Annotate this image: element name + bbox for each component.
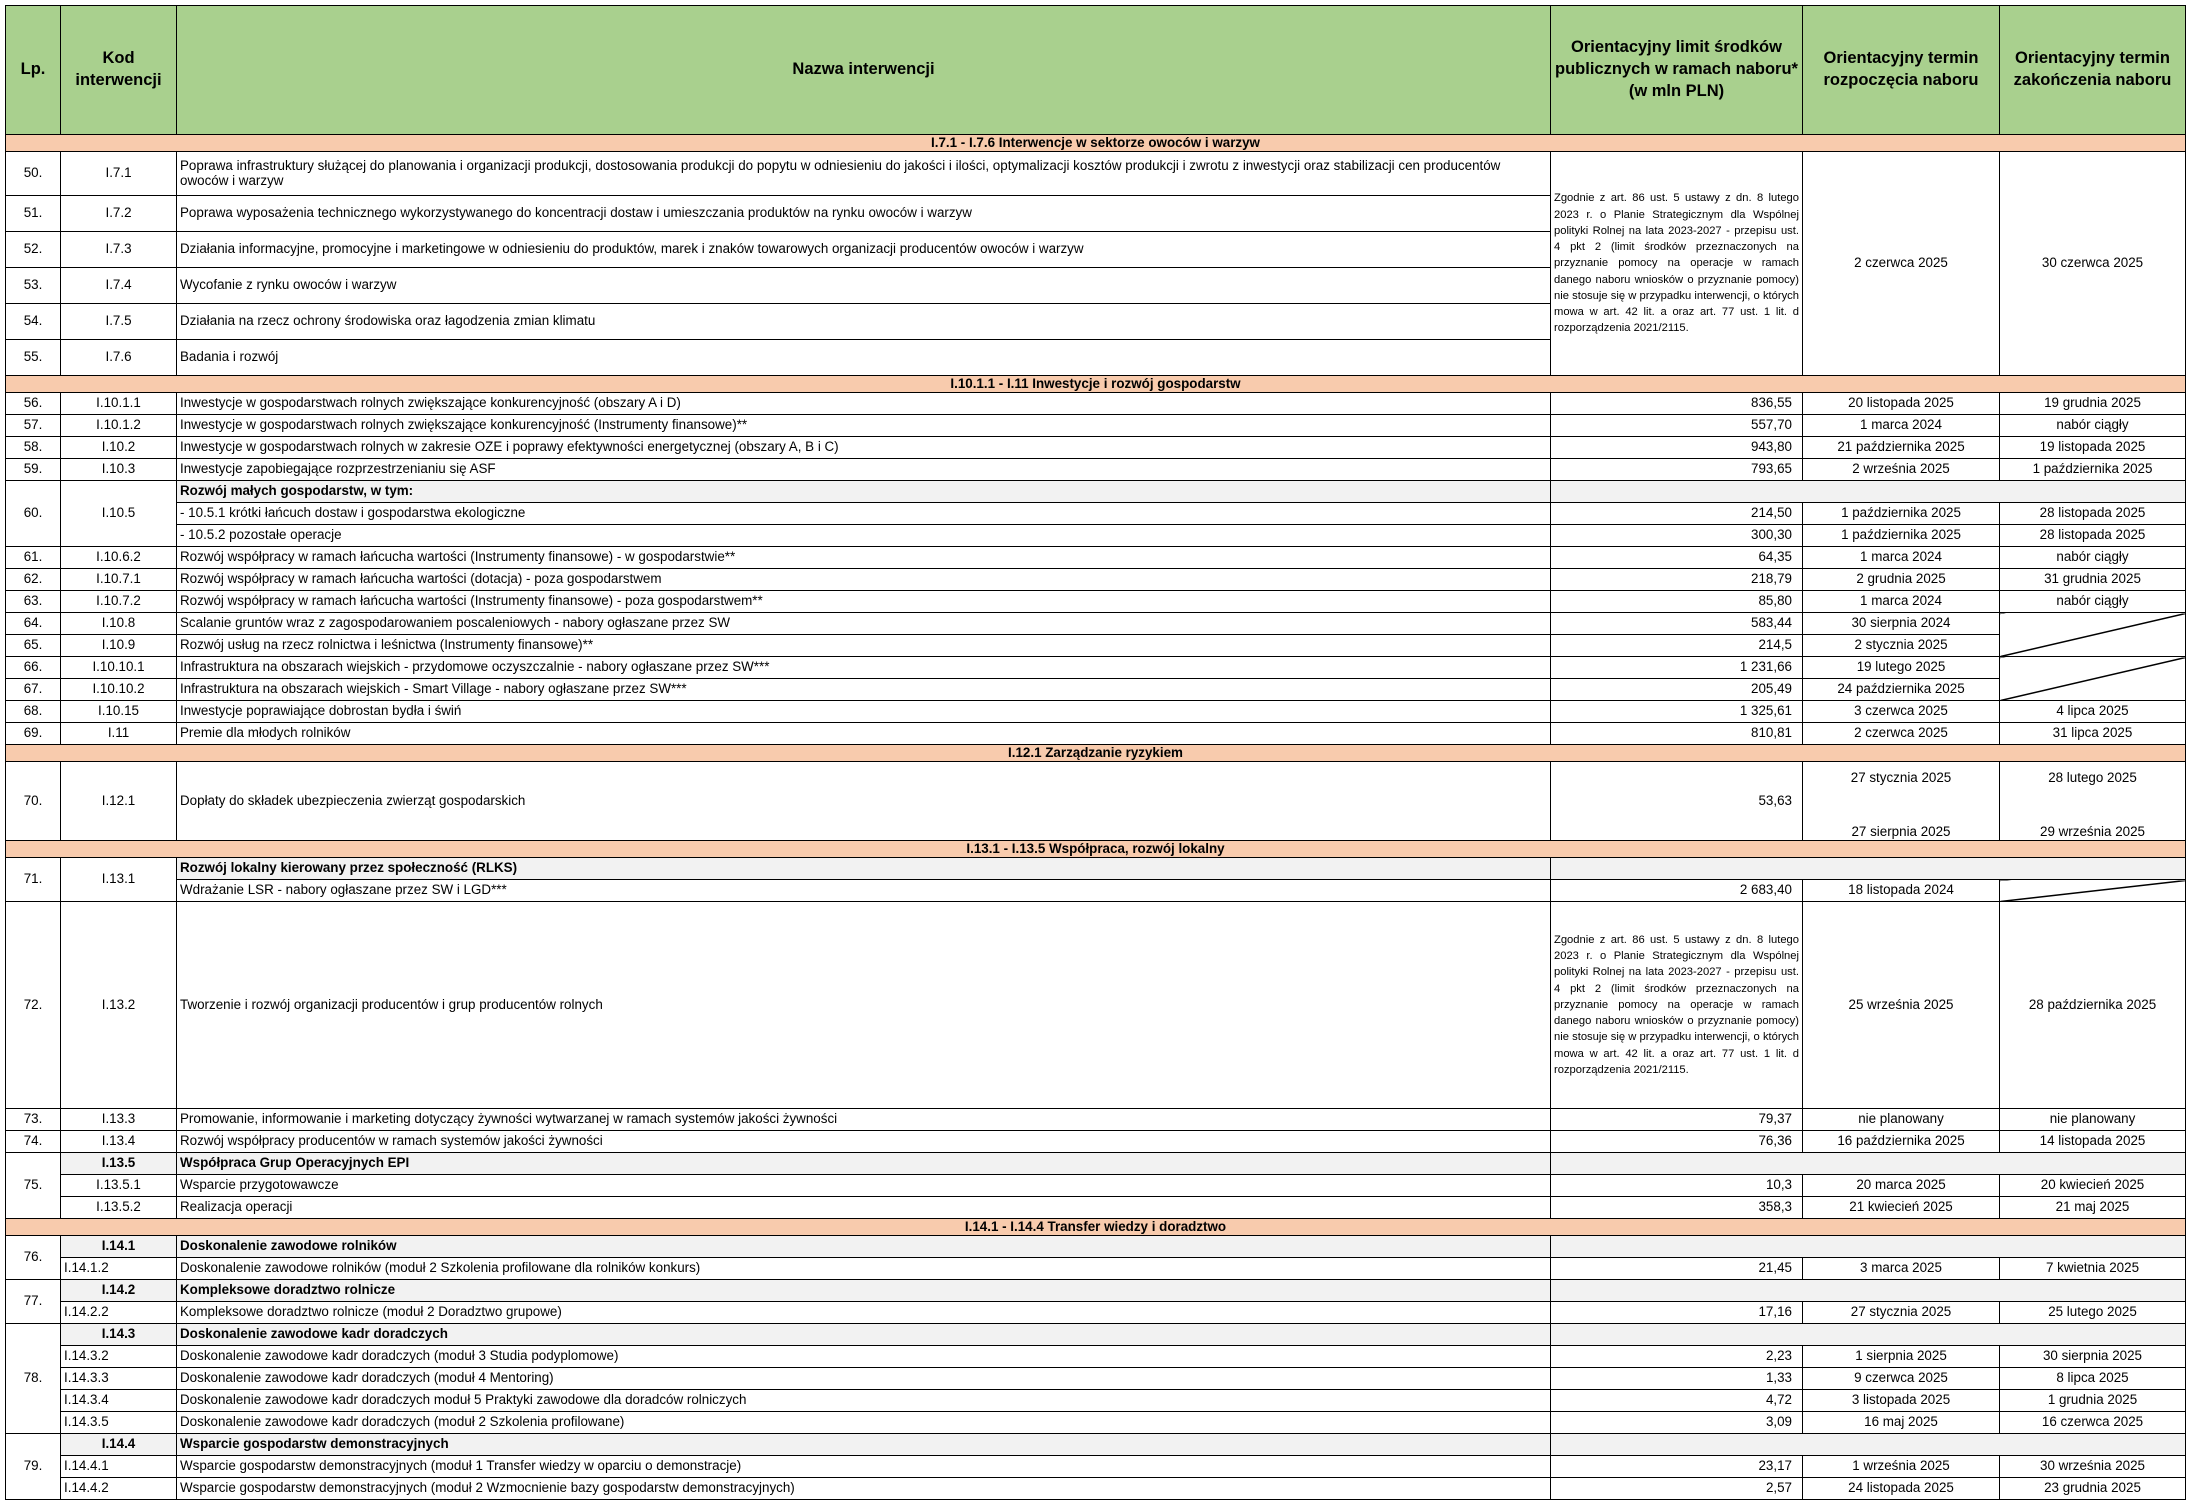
row-end: 23 grudnia 2025 (2000, 1478, 2186, 1500)
section-row (6, 745, 2186, 762)
row-kod: I.10.2 (61, 437, 177, 459)
row-kod: I.13.5.2 (61, 1197, 177, 1219)
row-group-spacer (1551, 1236, 2186, 1258)
row-limit: 21,45 (1551, 1258, 1803, 1280)
header-kod: Kod interwencji (61, 6, 177, 135)
row-start: 1 marca 2024 (1803, 415, 2000, 437)
table-row (6, 1368, 2186, 1390)
row-kod: I.10.7.2 (61, 591, 177, 613)
legal-note: Zgodnie z art. 86 ust. 5 ustawy z dn. 8 lutego 2023 r. o Planie Strategicznym dla Wspólnej polityki Rolnej na lata 2023-2027 - przepisu ust. 4 pkt 2 (limit środków przeznaczonych na przyznanie pomocy na operacje w ramach danego naboru wniosków o przyznanie pomocy) nie stosuje się w przypadku interwencji, o których mowa w art. 42 lit. a oraz art. 77 ust. 1 lit. d rozporządzenia 2021/2115. (1551, 152, 1803, 376)
row-start: 1 października 2025 (1803, 503, 2000, 525)
row-kod: I.13.5 (61, 1153, 177, 1175)
section-title: I.13.1 - I.13.5 Współpraca, rozwój lokalny (6, 841, 2186, 858)
row-nazwa: Wycofanie z rynku owoców i warzyw (177, 268, 1551, 304)
row-nazwa: Inwestycje w gospodarstwach rolnych w zakresie OZE i poprawy efektywności energetycznej (obszary A, B i C) (177, 437, 1551, 459)
row-limit: 79,37 (1551, 1109, 1803, 1131)
row-nazwa: Infrastruktura na obszarach wiejskich - Smart Village - nabory ogłaszane przez SW*** (177, 679, 1551, 701)
row-end: nabór ciągły (2000, 547, 2186, 569)
row-lp: 53. (6, 268, 61, 304)
row-start: 30 sierpnia 2024 (1803, 613, 2000, 635)
row-nazwa: Inwestycje poprawiające dobrostan bydła i świń (177, 701, 1551, 723)
row-end-not-applicable (2000, 657, 2186, 701)
row-limit: 214,50 (1551, 503, 1803, 525)
row-nazwa: Wdrażanie LSR - nabory ogłaszane przez SW i LGD*** (177, 880, 1551, 902)
row-end: 20 kwiecień 2025 (2000, 1175, 2186, 1197)
row-nazwa: Doskonalenie zawodowe kadr doradczych moduł 5 Praktyki zawodowe dla doradców rolniczych (177, 1390, 1551, 1412)
row-nazwa: Działania na rzecz ochrony środowiska oraz łagodzenia zmian klimatu (177, 304, 1551, 340)
row-limit: 85,80 (1551, 591, 1803, 613)
row-limit: 2 683,40 (1551, 880, 1803, 902)
row-nazwa: Poprawa wyposażenia technicznego wykorzystywanego do koncentracji dostaw i umieszczania produktów na rynku owoców i warzyw (177, 196, 1551, 232)
row-nazwa: Inwestycje w gospodarstwach rolnych zwiększające konkurencyjność (obszary A i D) (177, 393, 1551, 415)
row-lp: 60. (6, 481, 61, 547)
row-group-title: Rozwój małych gospodarstw, w tym: (177, 481, 1551, 503)
table-row (6, 503, 2186, 525)
row-start: 27 stycznia 2025 (1803, 1302, 2000, 1324)
table-row (6, 1390, 2186, 1412)
row-lp: 52. (6, 232, 61, 268)
row-kod: I.13.5.1 (61, 1175, 177, 1197)
row-kod: I.14.4 (61, 1434, 177, 1456)
row-nazwa: - 10.5.2 pozostałe operacje (177, 525, 1551, 547)
row-lp: 79. (6, 1434, 61, 1500)
row-kod: I.7.4 (61, 268, 177, 304)
row-kod: I.7.5 (61, 304, 177, 340)
row-end: 30 września 2025 (2000, 1456, 2186, 1478)
row-lp: 71. (6, 858, 61, 902)
row-end-not-applicable (2000, 613, 2186, 657)
table-row (6, 701, 2186, 723)
table-row (6, 569, 2186, 591)
row-nazwa: Rozwój usług na rzecz rolnictwa i leśnictwa (Instrumenty finansowe)** (177, 635, 1551, 657)
row-kod: I.14.1.2 (61, 1258, 177, 1280)
row-nazwa: Tworzenie i rozwój organizacji producentów i grup producentów rolnych (177, 902, 1551, 1109)
row-group-spacer (1551, 858, 2186, 880)
section-title: I.7.1 - I.7.6 Interwencje w sektorze owoców i warzyw (6, 135, 2186, 152)
row-start: 1 października 2025 (1803, 525, 2000, 547)
row-nazwa: Rozwój współpracy w ramach łańcucha wartości (dotacja) - poza gospodarstwem (177, 569, 1551, 591)
row-limit: 53,63 (1551, 762, 1803, 841)
row-nazwa: Doskonalenie zawodowe kadr doradczych (moduł 4 Mentoring) (177, 1368, 1551, 1390)
table-row (6, 762, 2186, 795)
table-row (6, 1324, 2186, 1346)
table-row (6, 415, 2186, 437)
row-nazwa: Dopłaty do składek ubezpieczenia zwierząt gospodarskich (177, 762, 1551, 841)
row-kod: I.7.1 (61, 152, 177, 196)
row-kod: I.14.3.3 (61, 1368, 177, 1390)
row-nazwa: Realizacja operacji (177, 1197, 1551, 1219)
row-lp: 76. (6, 1236, 61, 1280)
row-end: 7 kwietnia 2025 (2000, 1258, 2186, 1280)
row-nazwa: Badania i rozwój (177, 340, 1551, 376)
row-start: 18 listopada 2024 (1803, 880, 2000, 902)
row-end: 28 lutego 2025 (2000, 762, 2186, 795)
section-title: I.14.1 - I.14.4 Transfer wiedzy i doradztwo (6, 1219, 2186, 1236)
table-row (6, 1412, 2186, 1434)
row-start: 2 czerwca 2025 (1803, 152, 2000, 376)
row-group-title: Doskonalenie zawodowe rolników (177, 1236, 1551, 1258)
row-limit: 358,3 (1551, 1197, 1803, 1219)
row-kod: I.10.1.2 (61, 415, 177, 437)
table-row (6, 1280, 2186, 1302)
header-end: Orientacyjny termin zakończenia naboru (2000, 6, 2186, 135)
row-nazwa: Poprawa infrastruktury służącej do planowania i organizacji produkcji, dostosowania produkcji do popytu w odniesieniu do jakości i ilości, optymalizacji kosztów produkcji i zwrotu z inwestycji oraz stabilizacji cen producentów owoców i warzyw (177, 152, 1551, 196)
row-lp: 77. (6, 1280, 61, 1324)
row-nazwa: Wsparcie gospodarstw demonstracyjnych (moduł 1 Transfer wiedzy w oparciu o demonstracje) (177, 1456, 1551, 1478)
row-kod: I.14.3.2 (61, 1346, 177, 1368)
row-end: 1 października 2025 (2000, 459, 2186, 481)
header-row (6, 6, 2186, 135)
row-lp: 67. (6, 679, 61, 701)
row-kod: I.10.8 (61, 613, 177, 635)
row-nazwa: Infrastruktura na obszarach wiejskich - przydomowe oczyszczalnie - nabory ogłaszane przez SW*** (177, 657, 1551, 679)
table-row (6, 858, 2186, 880)
table-row (6, 591, 2186, 613)
row-kod: I.14.2 (61, 1280, 177, 1302)
table-row (6, 1478, 2186, 1500)
row-lp: 56. (6, 393, 61, 415)
row-start: nie planowany (1803, 1109, 2000, 1131)
table-row (6, 902, 2186, 1109)
row-end: nabór ciągły (2000, 591, 2186, 613)
table-row (6, 525, 2186, 547)
row-lp: 69. (6, 723, 61, 745)
row-kod: I.7.3 (61, 232, 177, 268)
row-group-title: Kompleksowe doradztwo rolnicze (177, 1280, 1551, 1302)
row-limit: 76,36 (1551, 1131, 1803, 1153)
row-start: 21 października 2025 (1803, 437, 2000, 459)
row-limit: 300,30 (1551, 525, 1803, 547)
row-nazwa: Rozwój współpracy w ramach łańcucha wartości (Instrumenty finansowe) - w gospodarstwie** (177, 547, 1551, 569)
table-row (6, 1302, 2186, 1324)
table-row (6, 679, 2186, 701)
row-end: 19 listopada 2025 (2000, 437, 2186, 459)
section-row (6, 841, 2186, 858)
interventions-table (5, 5, 2186, 1500)
row-nazwa: Rozwój współpracy w ramach łańcucha wartości (Instrumenty finansowe) - poza gospodarstwem** (177, 591, 1551, 613)
row-lp: 70. (6, 762, 61, 841)
row-lp: 55. (6, 340, 61, 376)
row-start: 16 października 2025 (1803, 1131, 2000, 1153)
row-end: 31 grudnia 2025 (2000, 569, 2186, 591)
row-end: 29 września 2025 (2000, 795, 2186, 841)
row-limit: 810,81 (1551, 723, 1803, 745)
row-lp: 73. (6, 1109, 61, 1131)
row-kod: I.10.6.2 (61, 547, 177, 569)
row-kod: I.10.9 (61, 635, 177, 657)
row-nazwa: Inwestycje w gospodarstwach rolnych zwiększające konkurencyjność (Instrumenty finansowe)** (177, 415, 1551, 437)
row-end: 19 grudnia 2025 (2000, 393, 2186, 415)
row-start: 2 stycznia 2025 (1803, 635, 2000, 657)
table-row (6, 393, 2186, 415)
row-kod: I.7.6 (61, 340, 177, 376)
table-row (6, 481, 2186, 503)
table-row (6, 657, 2186, 679)
row-group-title: Doskonalenie zawodowe kadr doradczych (177, 1324, 1551, 1346)
row-limit: 205,49 (1551, 679, 1803, 701)
row-end: 28 listopada 2025 (2000, 503, 2186, 525)
table-row (6, 1258, 2186, 1280)
row-group-spacer (1551, 1434, 2186, 1456)
row-start: 20 listopada 2025 (1803, 393, 2000, 415)
row-start: 1 marca 2024 (1803, 547, 2000, 569)
row-start: 2 grudnia 2025 (1803, 569, 2000, 591)
row-group-spacer (1551, 1153, 2186, 1175)
row-start: 25 września 2025 (1803, 902, 2000, 1109)
row-limit: 218,79 (1551, 569, 1803, 591)
row-lp: 75. (6, 1153, 61, 1219)
section-title: I.12.1 Zarządzanie ryzykiem (6, 745, 2186, 762)
row-kod: I.10.10.1 (61, 657, 177, 679)
table-row (6, 1434, 2186, 1456)
row-kod: I.13.1 (61, 858, 177, 902)
row-nazwa: Premie dla młodych rolników (177, 723, 1551, 745)
header-nazwa: Nazwa interwencji (177, 6, 1551, 135)
row-group-title: Wsparcie gospodarstw demonstracyjnych (177, 1434, 1551, 1456)
row-limit: 943,80 (1551, 437, 1803, 459)
row-limit: 1 231,66 (1551, 657, 1803, 679)
row-start: 21 kwiecień 2025 (1803, 1197, 2000, 1219)
section-title: I.10.1.1 - I.11 Inwestycje i rozwój gospodarstw (6, 376, 2186, 393)
table-row (6, 437, 2186, 459)
row-end-not-applicable (2000, 880, 2186, 902)
row-end: 30 czerwca 2025 (2000, 152, 2186, 376)
row-group-title: Współpraca Grup Operacyjnych EPI (177, 1153, 1551, 1175)
row-start: 2 czerwca 2025 (1803, 723, 2000, 745)
row-kod: I.12.1 (61, 762, 177, 841)
row-lp: 74. (6, 1131, 61, 1153)
table-row (6, 1153, 2186, 1175)
row-kod: I.10.5 (61, 481, 177, 547)
row-nazwa: Promowanie, informowanie i marketing dotyczący żywności wytwarzanej w ramach systemów jakości żywności (177, 1109, 1551, 1131)
row-limit: 836,55 (1551, 393, 1803, 415)
table-row (6, 547, 2186, 569)
row-kod: I.7.2 (61, 196, 177, 232)
row-kod: I.13.2 (61, 902, 177, 1109)
row-lp: 66. (6, 657, 61, 679)
row-kod: I.14.3.5 (61, 1412, 177, 1434)
row-lp: 50. (6, 152, 61, 196)
row-lp: 62. (6, 569, 61, 591)
row-end: 16 czerwca 2025 (2000, 1412, 2186, 1434)
row-nazwa: Rozwój współpracy producentów w ramach systemów jakości żywności (177, 1131, 1551, 1153)
row-start: 1 września 2025 (1803, 1456, 2000, 1478)
row-lp: 63. (6, 591, 61, 613)
row-start: 16 maj 2025 (1803, 1412, 2000, 1434)
row-limit: 64,35 (1551, 547, 1803, 569)
row-limit: 1 325,61 (1551, 701, 1803, 723)
row-kod: I.10.1.1 (61, 393, 177, 415)
table-row (6, 635, 2186, 657)
row-lp: 59. (6, 459, 61, 481)
row-end: 31 lipca 2025 (2000, 723, 2186, 745)
section-row (6, 376, 2186, 393)
table-row (6, 1175, 2186, 1197)
row-start: 27 stycznia 2025 (1803, 762, 2000, 795)
row-start: 19 lutego 2025 (1803, 657, 2000, 679)
row-limit: 583,44 (1551, 613, 1803, 635)
row-end: 8 lipca 2025 (2000, 1368, 2186, 1390)
row-limit: 23,17 (1551, 1456, 1803, 1478)
row-kod: I.13.3 (61, 1109, 177, 1131)
row-kod: I.11 (61, 723, 177, 745)
row-kod: I.10.10.2 (61, 679, 177, 701)
header-start: Orientacyjny termin rozpoczęcia naboru (1803, 6, 2000, 135)
row-start: 9 czerwca 2025 (1803, 1368, 2000, 1390)
table-row (6, 880, 2186, 902)
row-group-spacer (1551, 1324, 2186, 1346)
row-kod: I.14.1 (61, 1236, 177, 1258)
legal-note: Zgodnie z art. 86 ust. 5 ustawy z dn. 8 lutego 2023 r. o Planie Strategicznym dla Wspólnej polityki Rolnej na lata 2023-2027 - przepisu ust. 4 pkt 2 (limit środków przeznaczonych na przyznanie pomocy na operacje w ramach danego naboru wniosków o przyznanie pomocy) nie stosuje się w przypadku interwencji, o których mowa w art. 42 lit. a oraz art. 77 ust. 1 lit. d rozporządzenia 2021/2115. (1551, 902, 1803, 1109)
row-start: 1 marca 2024 (1803, 591, 2000, 613)
row-start: 1 sierpnia 2025 (1803, 1346, 2000, 1368)
row-nazwa: Inwestycje zapobiegające rozprzestrzenianiu się ASF (177, 459, 1551, 481)
row-lp: 58. (6, 437, 61, 459)
header-limit: Orientacyjny limit środków publicznych w ramach naboru* (w mln PLN) (1551, 6, 1803, 135)
row-limit: 1,33 (1551, 1368, 1803, 1390)
row-nazwa: Scalanie gruntów wraz z zagospodarowaniem poscaleniowych - nabory ogłaszane przez SW (177, 613, 1551, 635)
row-end: 21 maj 2025 (2000, 1197, 2186, 1219)
row-kod: I.10.3 (61, 459, 177, 481)
row-start: 3 czerwca 2025 (1803, 701, 2000, 723)
row-start: 2 września 2025 (1803, 459, 2000, 481)
row-limit: 557,70 (1551, 415, 1803, 437)
row-limit: 17,16 (1551, 1302, 1803, 1324)
row-kod: I.14.2.2 (61, 1302, 177, 1324)
row-lp: 57. (6, 415, 61, 437)
row-kod: I.10.7.1 (61, 569, 177, 591)
table-row (6, 1346, 2186, 1368)
table-row (6, 613, 2186, 635)
row-nazwa: Działania informacyjne, promocyjne i marketingowe w odniesieniu do produktów, marek i znaków towarowych organizacji producentów owoców i warzyw (177, 232, 1551, 268)
row-kod: I.10.15 (61, 701, 177, 723)
row-lp: 54. (6, 304, 61, 340)
section-row (6, 1219, 2186, 1236)
row-end: 30 sierpnia 2025 (2000, 1346, 2186, 1368)
row-start: 24 października 2025 (1803, 679, 2000, 701)
row-limit: 2,23 (1551, 1346, 1803, 1368)
row-kod: I.14.4.1 (61, 1456, 177, 1478)
row-end: 1 grudnia 2025 (2000, 1390, 2186, 1412)
row-nazwa: Doskonalenie zawodowe rolników (moduł 2 Szkolenia profilowane dla rolników konkurs) (177, 1258, 1551, 1280)
row-end: 28 października 2025 (2000, 902, 2186, 1109)
row-lp: 65. (6, 635, 61, 657)
row-nazwa: Wsparcie gospodarstw demonstracyjnych (moduł 2 Wzmocnienie bazy gospodarstw demonstracyjnych) (177, 1478, 1551, 1500)
row-lp: 61. (6, 547, 61, 569)
row-start: 24 listopada 2025 (1803, 1478, 2000, 1500)
table-row (6, 1236, 2186, 1258)
row-lp: 64. (6, 613, 61, 635)
row-limit: 3,09 (1551, 1412, 1803, 1434)
row-limit: 2,57 (1551, 1478, 1803, 1500)
row-limit: 793,65 (1551, 459, 1803, 481)
header-lp: Lp. (6, 6, 61, 135)
row-limit: 214,5 (1551, 635, 1803, 657)
row-nazwa: Kompleksowe doradztwo rolnicze (moduł 2 Doradztwo grupowe) (177, 1302, 1551, 1324)
row-limit: 4,72 (1551, 1390, 1803, 1412)
row-end: 14 listopada 2025 (2000, 1131, 2186, 1153)
row-end: 4 lipca 2025 (2000, 701, 2186, 723)
table-row (6, 459, 2186, 481)
table-row (6, 152, 2186, 196)
row-kod: I.14.4.2 (61, 1478, 177, 1500)
row-start: 3 marca 2025 (1803, 1258, 2000, 1280)
table-row (6, 1456, 2186, 1478)
row-group-spacer (1551, 481, 2186, 503)
table-row (6, 1109, 2186, 1131)
row-nazwa: Doskonalenie zawodowe kadr doradczych (moduł 2 Szkolenia profilowane) (177, 1412, 1551, 1434)
row-lp: 68. (6, 701, 61, 723)
row-group-title: Rozwój lokalny kierowany przez społeczność (RLKS) (177, 858, 1551, 880)
row-end: nabór ciągły (2000, 415, 2186, 437)
row-group-spacer (1551, 1280, 2186, 1302)
table-row (6, 723, 2186, 745)
table-row (6, 1131, 2186, 1153)
row-kod: I.13.4 (61, 1131, 177, 1153)
row-lp: 72. (6, 902, 61, 1109)
row-kod: I.14.3 (61, 1324, 177, 1346)
row-limit: 10,3 (1551, 1175, 1803, 1197)
row-kod: I.14.3.4 (61, 1390, 177, 1412)
row-lp: 51. (6, 196, 61, 232)
row-lp: 78. (6, 1324, 61, 1434)
row-nazwa: - 10.5.1 krótki łańcuch dostaw i gospodarstwa ekologiczne (177, 503, 1551, 525)
row-start: 3 listopada 2025 (1803, 1390, 2000, 1412)
row-start: 27 sierpnia 2025 (1803, 795, 2000, 841)
table-row (6, 1197, 2186, 1219)
row-nazwa: Doskonalenie zawodowe kadr doradczych (moduł 3 Studia podyplomowe) (177, 1346, 1551, 1368)
section-row (6, 135, 2186, 152)
row-end: 28 listopada 2025 (2000, 525, 2186, 547)
row-start: 20 marca 2025 (1803, 1175, 2000, 1197)
row-end: nie planowany (2000, 1109, 2186, 1131)
row-nazwa: Wsparcie przygotowawcze (177, 1175, 1551, 1197)
row-end: 25 lutego 2025 (2000, 1302, 2186, 1324)
